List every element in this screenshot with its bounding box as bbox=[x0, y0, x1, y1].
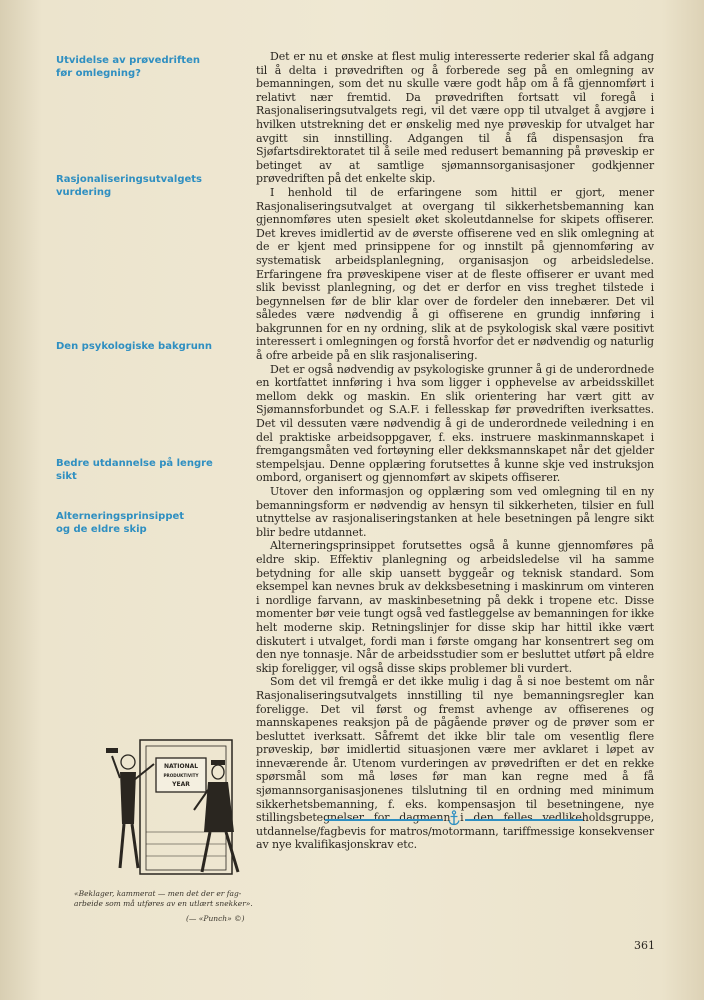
sign-text: NATIONAL bbox=[163, 763, 199, 770]
sidebar-heading-better-education bbox=[56, 457, 236, 483]
paragraph: I henhold til de erfaringene som hittil er gjort, mener Rasjonaliseringsutvalget at overgang til sikkerhetsbemanning kan gjennomføres uten spesielt øket skoleutdannelse for skipets offiserer. Det kreves imidlertid av de øverste offiserene ved en slik omlegning at de er kjent med prinsippene for og innstilt på gjennomføring av systematisk arbeidsplanlegning, organisasjon og arbeidsledelse. Erfaringene fra prøveskipene viser at de fleste offiserer er uvant med slik bevisst planlegning, og det er derfor en viss treghet tilstede i begynnelsen før de blir klar over de fordeler den innebærer. Det vil således være nødvendig å gi offiserene en grundig innføring i bakgrunnen for en ny ordning, slik at de psykologisk skal være positivt interessert i omlegningen og forstå hvorfor det er nødvendig og naturlig å ofre arbeide på en slik rasjonalisering. bbox=[256, 185, 654, 363]
sidebar-heading-committee-assessment bbox=[56, 173, 236, 199]
sidebar-heading-line: og de eldre skip bbox=[56, 524, 147, 535]
sidebar-heading-line: vurdering bbox=[56, 187, 112, 198]
paragraph: Alterneringsprinsippet forutsettes også å kunne gjennomføres på eldre skip. Effektiv planlegning og arbeidsledelse vil ha samme betydning for alle skip uansett byggeår og teknisk standard. Som eksempel kan nevnes bruk av dekksbesetning i maskinrum om vinteren i nordlige farvann, av maskinbesetning på dekk i tropene etc. Disse momenter bør veie tungt også ved fastleggelse av bemanningen for ikke helt moderne skip. Retningslinjer for disse skip har hittil ikke vært diskutert i utvalget, fordi man i første omgang har konsentrert seg om den nye tonnasje. Når de arbeidsstudier som er besluttet utført på eldre skip foreligger, vil også disse skips problemer bli vurdert. bbox=[256, 539, 654, 675]
sidebar-heading-alternation-principle bbox=[56, 510, 236, 536]
page-number: 361 bbox=[634, 939, 655, 952]
divider-line-right bbox=[465, 819, 583, 821]
section-end-ornament bbox=[325, 812, 583, 826]
sidebar-heading-line: Utvidelse av prøvedriften bbox=[56, 55, 200, 66]
paragraph: Det er også nødvendig av psykologiske grunner å gi de underordnede en kortfattet innføring i hva som ligger i opphevelse av arbeidsskillet mellom dekk og maskin. En slik orientering har vært gitt av Sjømannsforbundet og S.A.F. i fellesskap før prøvedriften iverksattes. Det vil dessuten være nødvendig å gi de underordnede veiledning i en del praktiske arbeidsoppgaver, f. eks. instruere maskinmannskapet i fremgangsmåten ved fortøyning eller dekksmannskapet når det gjelder stempelsjau. Denne opplæring forutsettes å kunne skje ved instruksjon ombord, organisert og gjennomført av skipets offiserer. bbox=[256, 362, 654, 485]
sidebar-heading-trial-extension bbox=[56, 54, 236, 80]
sidebar-heading-psychological-background bbox=[56, 340, 236, 353]
cartoon-illustration bbox=[98, 732, 256, 884]
illustration-credit: (— «Punch» ©) bbox=[186, 914, 245, 923]
sidebar-heading-line: Alterneringsprinsippet bbox=[56, 511, 185, 522]
sidebar-heading-line: Den psykologiske bakgrunn bbox=[56, 341, 213, 352]
sidebar-heading-line: før omlegning? bbox=[56, 68, 141, 79]
anchor-icon bbox=[447, 810, 461, 826]
paragraph: Som det vil fremgå er det ikke mulig i dag å si noe bestemt om når Rasjonaliseringsutvalgets innstilling til nye bemanningsregler kan foreligge. Det vil først og fremst avhenge av offiserenes og mannskapenes reaksjon på de pågående prøver og de prøver som er besluttet iverksatt. Såfremt det ikke blir tale om vesentlig flere prøveskip, bør imidlertid situasjonen være mer avklaret i løpet av inneværende år. Utenom vurderingen av prøvedriften er det en rekke spørsmål som må løses før man kan regne med å få sjømannsorganisasjonenes tilslutning til en ordning med minimum sikkerhetsbemanning, f. eks. kompensasjon til besetningene, nye stillingsbetegnelser for dagmenn i den felles vedlikeholdsgruppe, utdannelse/fagbevis for matros/motormann, tariffmessige konsekvenser av nye kvalifikasjonskrav etc. bbox=[256, 675, 654, 852]
sidebar-heading-line: Bedre utdannelse på lengre sikt bbox=[56, 458, 213, 482]
divider-line-left bbox=[325, 819, 443, 821]
sign-text: PRODUKTIVITY bbox=[163, 773, 199, 778]
sign-text: YEAR bbox=[172, 781, 190, 788]
paragraph: Det er nu et ønske at flest mulig interesserte rederier skal få adgang til å delta i prøvedriften og å forberede seg på en omlegning av bemanningen, som det nu skulle være godt håp om å få gjennomført i relativt nær fremtid. Da prøvedriften fortsatt vil foregå i Rasjonaliseringsutvalgets regi, vil det være opp til utvalget å avgjøre i hvilken utstrekning det er ønskelig med nye prøveskip for utvalget har avgitt sin innstilling. Adgangen til å få dispensasjon fra Sjøfartsdirektoratet til å seile med redusert bemanning på prøveskip er betinget av at samtlige sjømannsorganisasjoner godkjenner prøvedriften på det enkelte skip. bbox=[256, 50, 654, 186]
paragraph: Utover den informasjon og opplæring som ved omlegning til en ny bemanningsform er nødvendig av hensyn til sikkerheten, tilsier en full utnyttelse av rasjonaliseringstanken at hele besetningen på lengre sikt blir bedre utdannet. bbox=[256, 485, 654, 539]
article-body bbox=[256, 50, 654, 852]
sidebar-heading-line: Rasjonaliseringsutvalgets bbox=[56, 174, 203, 185]
illustration-caption: «Beklager, kammerat — men det der er fag-arbeide som må utføres av en utlært snekker». bbox=[74, 889, 253, 908]
